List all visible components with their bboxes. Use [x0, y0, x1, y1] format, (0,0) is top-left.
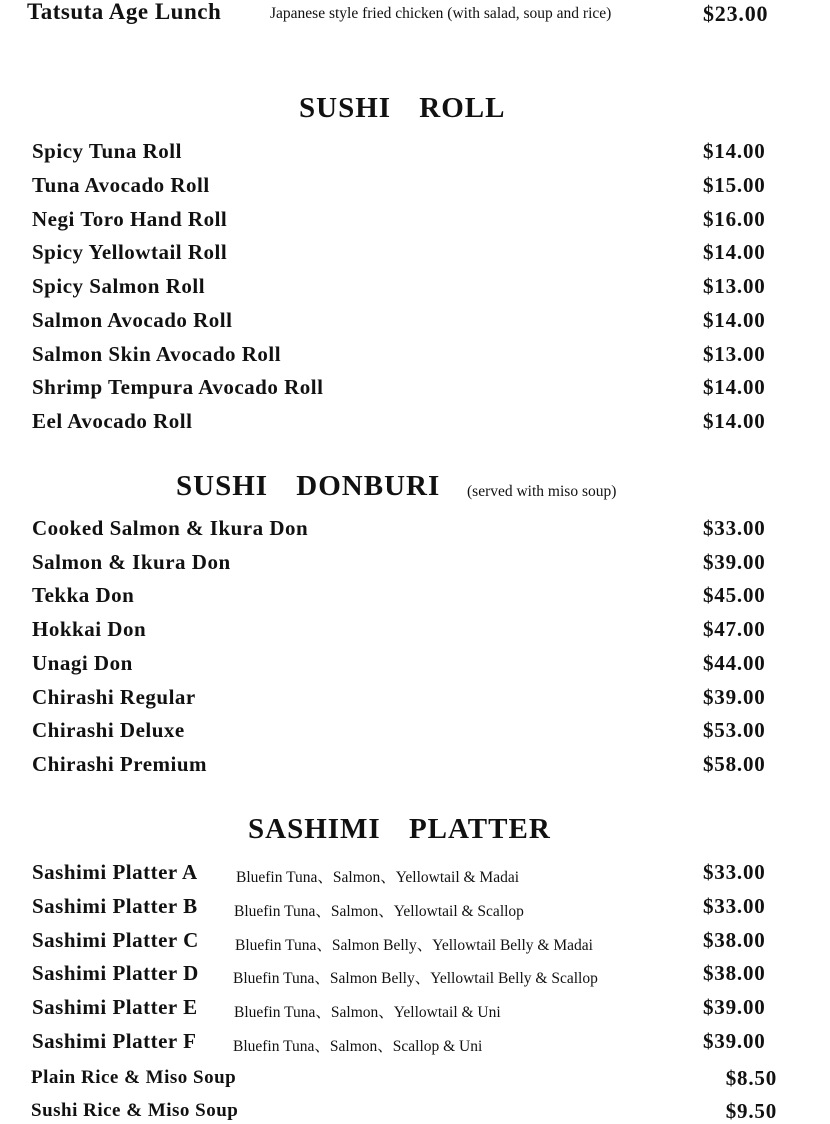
sashimi-item-name: Sashimi Platter C: [32, 928, 199, 952]
donburi-item-name: Chirashi Premium: [32, 752, 208, 776]
donburi-item-name: Tekka Don: [32, 583, 135, 607]
sashimi-item-desc: Bluefin Tuna、Salmon Belly、Yellowtail Belly & Scallop: [233, 970, 598, 987]
donburi-item-name: Salmon & Ikura Don: [32, 550, 231, 574]
sushi-roll-title: SUSHI ROLL: [299, 92, 506, 124]
roll-item-name: Spicy Tuna Roll: [32, 139, 182, 163]
roll-item-price: $14.00: [703, 375, 766, 399]
roll-item-name: Salmon Avocado Roll: [32, 308, 233, 332]
donburi-item-price: $58.00: [703, 752, 766, 776]
roll-item-price: $14.00: [703, 409, 766, 433]
roll-item-name: Shrimp Tempura Avocado Roll: [32, 375, 324, 399]
top-item-name: Tatsuta Age Lunch: [27, 0, 222, 24]
donburi-item-price: $45.00: [703, 583, 766, 607]
sashimi-item-name: Sashimi Platter B: [32, 894, 198, 918]
roll-item-name: Tuna Avocado Roll: [32, 173, 210, 197]
extra-item-name: Plain Rice & Miso Soup: [31, 1067, 237, 1088]
sashimi-item-desc: Bluefin Tuna、Salmon、Yellowtail & Uni: [234, 1004, 501, 1021]
sashimi-item-price: $33.00: [703, 860, 766, 884]
donburi-item-price: $39.00: [703, 550, 766, 574]
donburi-item-price: $53.00: [703, 718, 766, 742]
sashimi-item-desc: Bluefin Tuna、Salmon、Scallop & Uni: [233, 1038, 483, 1055]
donburi-note: (served with miso soup): [467, 483, 617, 500]
sashimi-item-name: Sashimi Platter A: [32, 860, 198, 884]
extra-item-name: Sushi Rice & Miso Soup: [31, 1100, 239, 1121]
roll-item-name: Salmon Skin Avocado Roll: [32, 342, 282, 366]
donburi-item-price: $33.00: [703, 516, 766, 540]
top-item-desc: Japanese style fried chicken (with salad, soup and rice): [270, 5, 612, 22]
roll-item-price: $13.00: [703, 274, 766, 298]
roll-item-price: $14.00: [703, 139, 766, 163]
donburi-item-name: Chirashi Regular: [32, 685, 196, 709]
donburi-item-name: Unagi Don: [32, 651, 133, 675]
sashimi-item-name: Sashimi Platter E: [32, 995, 198, 1019]
top-item-price: $23.00: [703, 1, 769, 26]
sashimi-item-desc: Bluefin Tuna、Salmon Belly、Yellowtail Belly & Madai: [235, 937, 593, 954]
roll-item-price: $13.00: [703, 342, 766, 366]
sashimi-item-price: $33.00: [703, 894, 766, 918]
sashimi-item-price: $38.00: [703, 928, 766, 952]
sashimi-item-desc: Bluefin Tuna、Salmon、Yellowtail & Madai: [236, 869, 520, 886]
donburi-item-price: $39.00: [703, 685, 766, 709]
extra-item-price: $9.50: [725, 1099, 777, 1123]
roll-item-name: Eel Avocado Roll: [32, 409, 193, 433]
sashimi-platter-title: SASHIMI PLATTER: [248, 813, 551, 845]
sashimi-item-name: Sashimi Platter F: [32, 1029, 197, 1053]
sashimi-item-price: $39.00: [703, 995, 766, 1019]
sushi-donburi-title: SUSHI DONBURI: [176, 470, 441, 502]
donburi-item-price: $44.00: [703, 651, 766, 675]
roll-item-name: Negi Toro Hand Roll: [32, 207, 228, 231]
extra-item-price: $8.50: [725, 1066, 777, 1090]
sashimi-item-price: $38.00: [703, 961, 766, 985]
sashimi-item-price: $39.00: [703, 1029, 766, 1053]
roll-item-name: Spicy Yellowtail Roll: [32, 240, 228, 264]
roll-item-name: Spicy Salmon Roll: [32, 274, 206, 298]
roll-item-price: $14.00: [703, 240, 766, 264]
sashimi-item-name: Sashimi Platter D: [32, 961, 199, 985]
donburi-item-name: Hokkai Don: [32, 617, 147, 641]
sashimi-item-desc: Bluefin Tuna、Salmon、Yellowtail & Scallop: [234, 903, 524, 920]
donburi-item-name: Chirashi Deluxe: [32, 718, 185, 742]
roll-item-price: $16.00: [703, 207, 766, 231]
donburi-item-price: $47.00: [703, 617, 766, 641]
roll-item-price: $14.00: [703, 308, 766, 332]
roll-item-price: $15.00: [703, 173, 766, 197]
donburi-item-name: Cooked Salmon & Ikura Don: [32, 516, 309, 540]
